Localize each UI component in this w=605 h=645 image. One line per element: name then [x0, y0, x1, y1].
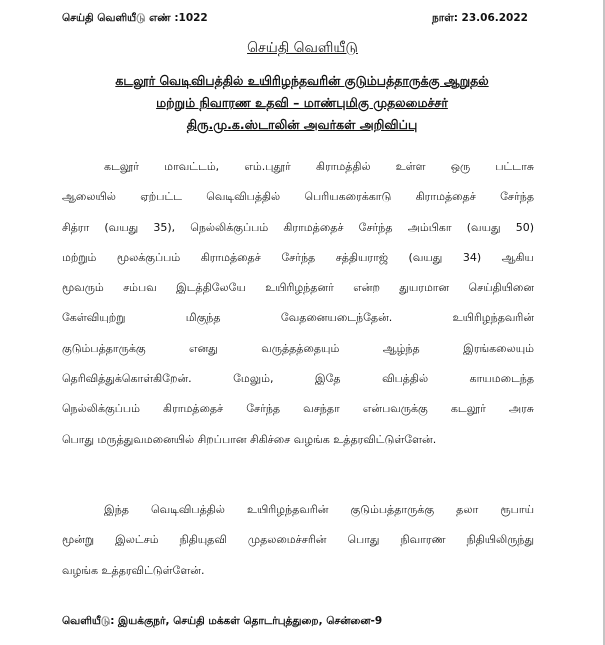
page-title: செய்தி வெளியீடு: [247, 40, 358, 56]
headline-line: திரு.மு.க.ஸ்டாலின் அவர்கள் அறிவிப்பு: [186, 117, 418, 132]
headline: [62, 70, 542, 136]
body-line: மூவரும் சம்பவ இடத்திலேயே உயிரிழந்தனர் என்ற துயரமான செய்தியினை: [62, 281, 534, 295]
release-number: செய்தி வெளியீடு எண் :1022: [62, 12, 208, 24]
headline-line: கடலூர் வெடிவிபத்தில் உயிரிழந்தவரின் குடும்பத்தாருக்கு ஆறுதல்: [115, 73, 489, 88]
body-paragraph-2: [62, 495, 534, 586]
body-line: குடும்பத்தாருக்கு எனது வருத்தத்தையும் ஆழ்ந்த இரங்கலையும்: [62, 341, 534, 355]
body-line: கேள்வியுற்று மிகுந்த வேதனையடைந்தேன். உயிரிழந்தவரின்: [62, 311, 534, 325]
headline-line: மற்றும் நிவாரண உதவி – மாண்புமிகு முதலமைச்சர்: [156, 95, 448, 110]
body-line: மற்றும் மூலக்குப்பம் கிராமத்தைச் சேர்ந்த சத்தியராஜ் (வயது 34) ஆகிய: [62, 250, 534, 264]
body-line: தெரிவித்துக்கொள்கிறேன். மேலும், இதே விபத்தில் காயமடைந்த: [62, 372, 534, 386]
body-line: வழங்க உத்தரவிட்டுள்ளேன்.: [62, 563, 205, 577]
body-paragraph-1: [62, 152, 534, 455]
release-date: நாள்: 23.06.2022: [432, 12, 528, 24]
body-line: நெல்லிக்குப்பம் கிராமத்தைச் சேர்ந்த வசந்தா என்பவருக்கு கடலூர் அரசு: [62, 402, 534, 416]
body-line: மூன்று இலட்சம் நிதியுதவி முதலமைச்சரின் பொது நிவாரண நிதியிலிருந்து: [62, 533, 534, 547]
body-line: ஆலையில் ஏற்பட்ட வெடிவிபத்தில் பெரியகரைக்காடு கிராமத்தைச் சேர்ந்த: [62, 190, 534, 204]
publisher-footer: வெளியீடு: இயக்குநர், செய்தி மக்கள் தொடர்புத்துறை, சென்னை-9: [62, 615, 383, 627]
body-line: கடலூர் மாவட்டம், எம்.புதூர் கிராமத்தில் உள்ள ஒரு பட்டாசு: [104, 160, 534, 173]
body-line: பொது மருத்துவமனையில் சிறப்பான சிகிச்சை வழங்க உத்தரவிட்டுள்ளேன்.: [62, 432, 437, 446]
body-line: சித்ரா (வயது 35), நெல்லிக்குப்பம் கிராமத்தைச் சேர்ந்த அம்பிகா (வயது 50): [62, 220, 534, 234]
body-line: இந்த வெடிவிபத்தில் உயிரிழந்தவரின் குடும்பத்தாருக்கு தலா ரூபாய்: [104, 503, 534, 516]
